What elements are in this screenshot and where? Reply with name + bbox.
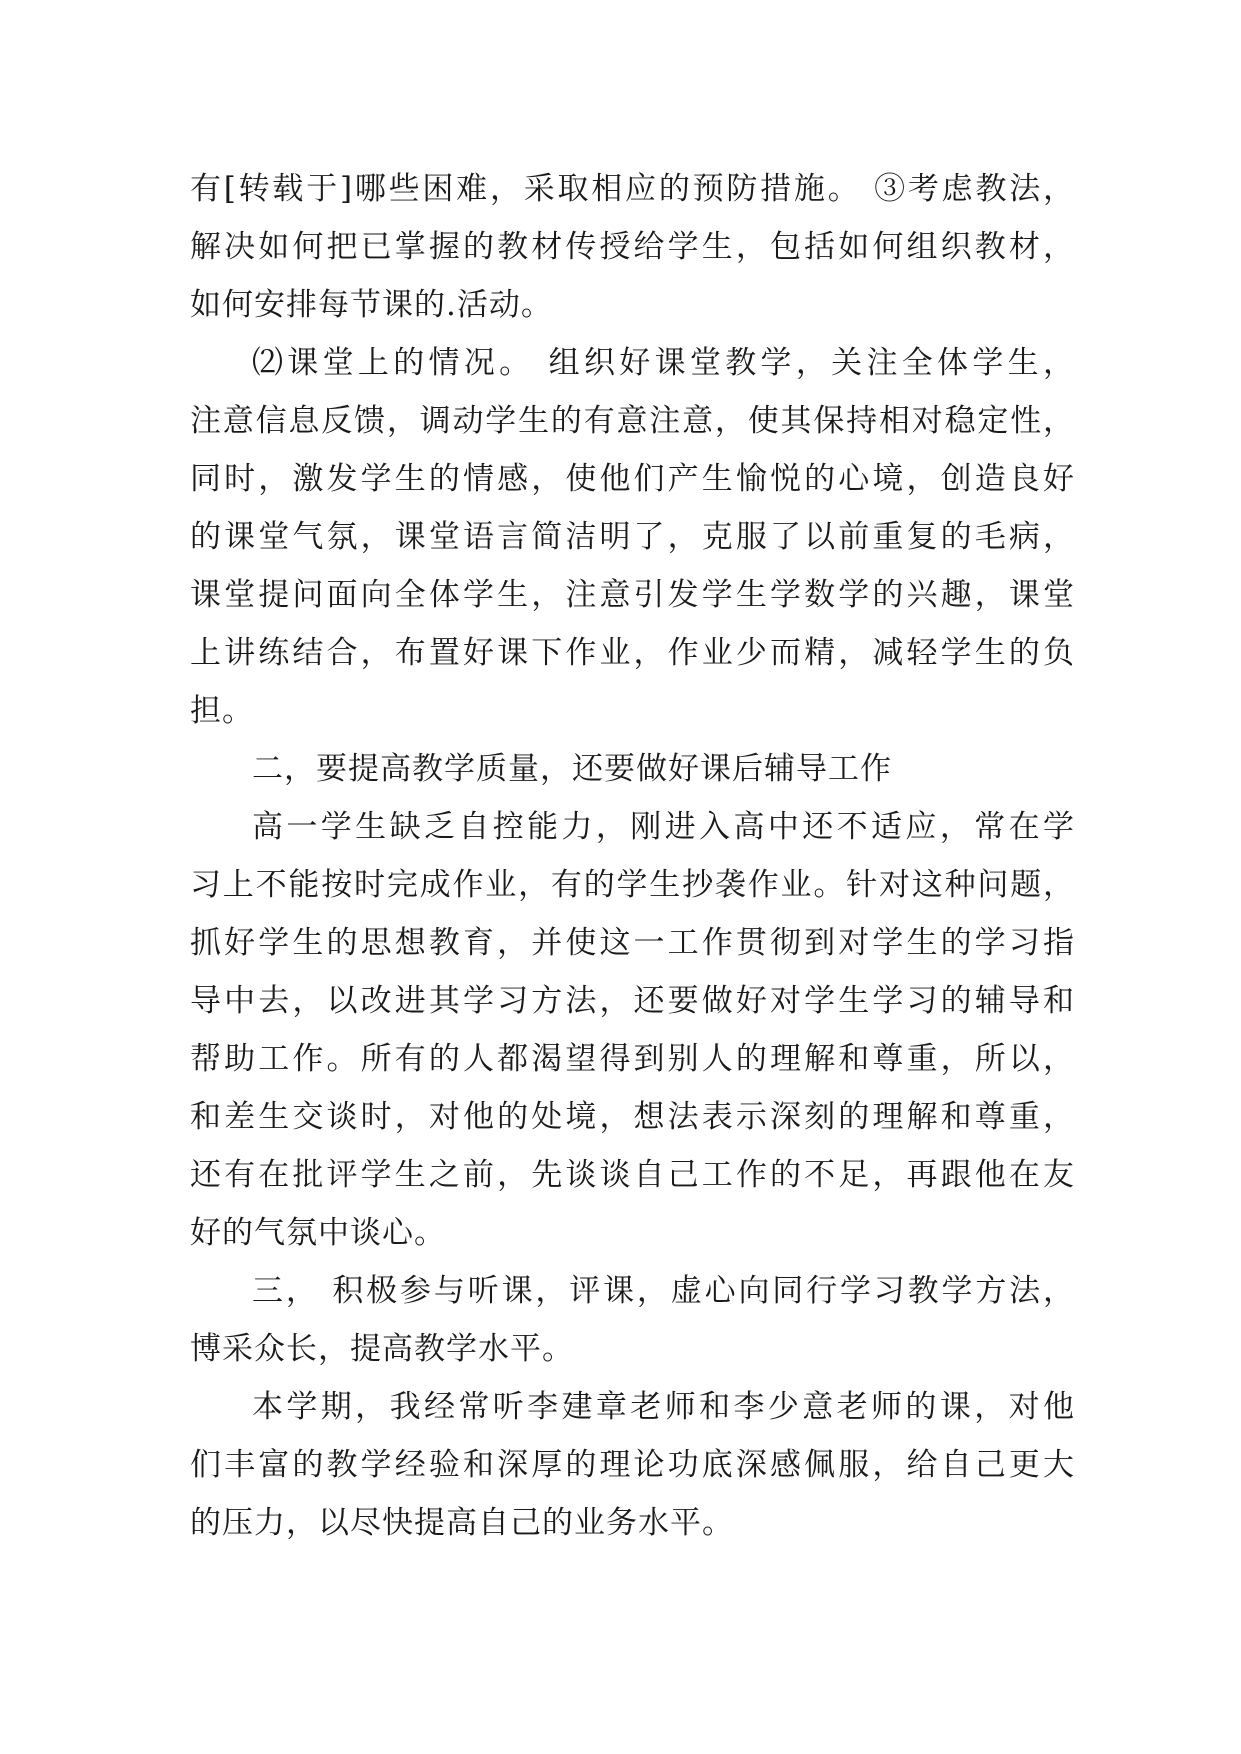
paragraph — [190, 1378, 1075, 1552]
text-line: 们丰富的教学经验和深厚的理论功底深感佩服，给自己更大 — [190, 1447, 1075, 1483]
text-line: 抓好学生的思想教育，并使这一工作贯彻到对学生的学习指 — [190, 925, 1075, 961]
text-line: 高一学生缺乏自控能力，刚进入高中还不适应，常在学 — [252, 809, 1075, 845]
section-heading — [190, 740, 1075, 798]
text-line: 和差生交谈时，对他的处境，想法表示深刻的理解和尊重， — [190, 1099, 1075, 1135]
text-line: 如何安排每节课的.活动。 — [190, 287, 553, 323]
text-line: 注意信息反馈，调动学生的有意注意，使其保持相对稳定性， — [190, 403, 1075, 439]
document-body — [190, 160, 1075, 1552]
paragraph — [190, 798, 1075, 1262]
section-heading — [190, 1262, 1075, 1378]
text-line: 同时，激发学生的情感，使他们产生愉悦的心境，创造良好 — [190, 461, 1075, 497]
text-line: 的压力，以尽快提高自己的业务水平。 — [190, 1505, 734, 1541]
text-line: 解决如何把已掌握的教材传授给学生，包括如何组织教材， — [190, 229, 1075, 265]
text-line: 还有在批评学生之前，先谈谈自己工作的不足，再跟他在友 — [190, 1157, 1075, 1193]
paragraph — [190, 334, 1075, 740]
text-line: 有[转载于]哪些困难，采取相应的预防措施。 ③考虑教法， — [190, 171, 1075, 207]
text-line: 三， 积极参与听课，评课，虚心向同行学习教学方法， — [252, 1273, 1075, 1309]
text-line: 习上不能按时完成作业，有的学生抄袭作业。针对这种问题， — [190, 867, 1075, 903]
text-line: 二，要提高教学质量，还要做好课后辅导工作 — [252, 751, 892, 787]
text-line: 担。 — [190, 693, 254, 729]
paragraph — [190, 160, 1075, 334]
text-line: 好的气氛中谈心。 — [190, 1215, 446, 1251]
text-line: 博采众长，提高教学水平。 — [190, 1331, 574, 1367]
text-line: 课堂提问面向全体学生，注意引发学生学数学的兴趣，课堂 — [190, 577, 1075, 613]
text-line: 本学期，我经常听李建章老师和李少意老师的课，对他 — [252, 1389, 1075, 1425]
text-line: ⑵课堂上的情况。 组织好课堂教学，关注全体学生， — [252, 345, 1075, 381]
text-line: 帮助工作。所有的人都渴望得到别人的理解和尊重，所以， — [190, 1041, 1075, 1077]
text-line: 导中去，以改进其学习方法，还要做好对学生学习的辅导和 — [190, 983, 1075, 1019]
text-line: 上讲练结合，布置好课下作业，作业少而精，减轻学生的负 — [190, 635, 1075, 671]
text-line: 的课堂气氛，课堂语言简洁明了，克服了以前重复的毛病， — [190, 519, 1075, 555]
